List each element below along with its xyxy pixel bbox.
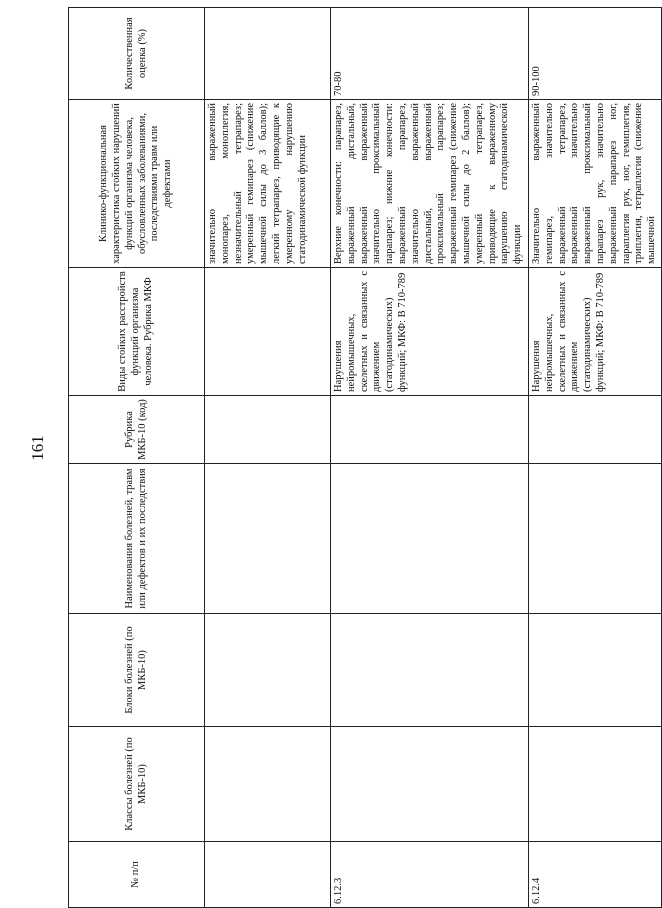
cell-types: Нарушения нейромышечных, скелетных и связанных с движением (статодинамических) функций; МКФ: В 710-789 (331, 268, 529, 396)
cell-num: 6.12.4 (529, 842, 662, 908)
rotated-table-container (68, 8, 658, 908)
header-names: Наименования болезней, травм или дефектов и их последствия (69, 464, 205, 614)
header-num: № п/п (69, 842, 205, 908)
header-rubric: Рубрика МКБ-10 (код) (69, 396, 205, 464)
cell-clinic: значительно выраженный монопарез, моноплегия, незначительный тетрапарез; умеренный гемипарез (снижение мышечной силы до 3 баллов); легкий тетрапарез, приводящие к умеренному нарушению статодинамической функции (205, 100, 331, 268)
cell-types (205, 268, 331, 396)
header-types: Виды стойких расстройств функций организма человека. Рубрика МКФ (69, 268, 205, 396)
cell-score (205, 8, 331, 100)
cell-num (205, 842, 331, 908)
disability-criteria-table (68, 7, 662, 908)
header-clinic: Клинико-функциональная характеристика стойких нарушений функций организма человека, обусловленных заболеваниями, последствиями травм или дефектами (69, 100, 205, 268)
table-row (529, 8, 662, 908)
cell-types: Нарушения нейромышечных, скелетных и связанных с движением (статодинамических) функций; МКФ: В 710-789 (529, 268, 662, 396)
cell-score: 70-80 (331, 8, 529, 100)
table-header-row (69, 8, 205, 908)
header-blocks: Блоки болезней (по МКБ-10) (69, 614, 205, 727)
header-classes: Классы болезней (по МКБ-10) (69, 727, 205, 842)
table-row (331, 8, 529, 908)
page-number: 161 (28, 435, 47, 461)
cell-score: 90-100 (529, 8, 662, 100)
table-row (205, 8, 331, 908)
cell-clinic: Значительно выраженный гемипарез, значительно выраженный тетрапарез, выраженный значительно выраженный проксимальный парапарез рук, значительно выраженный парапарез ног, параплегия рук, ног, гемиплегия, триплегия, тетраплегия (снижение мышечной (529, 100, 662, 268)
cell-num: 6.12.3 (331, 842, 529, 908)
header-score: Количественная оценка (%) (69, 8, 205, 100)
cell-clinic: Верхние конечности: парапарез, выраженный дистальный, выраженный выраженный значительно проксимальный парапарез; нижние конечности: выраженный парапарез, значительно выраженный дистальный, выраженный проксимальный парапарез; выраженный гемипарез (снижение мышечной силы до 2 баллов); умеренный тетрапарез, приводящие к выраженному нарушению статодинамической функции (331, 100, 529, 268)
